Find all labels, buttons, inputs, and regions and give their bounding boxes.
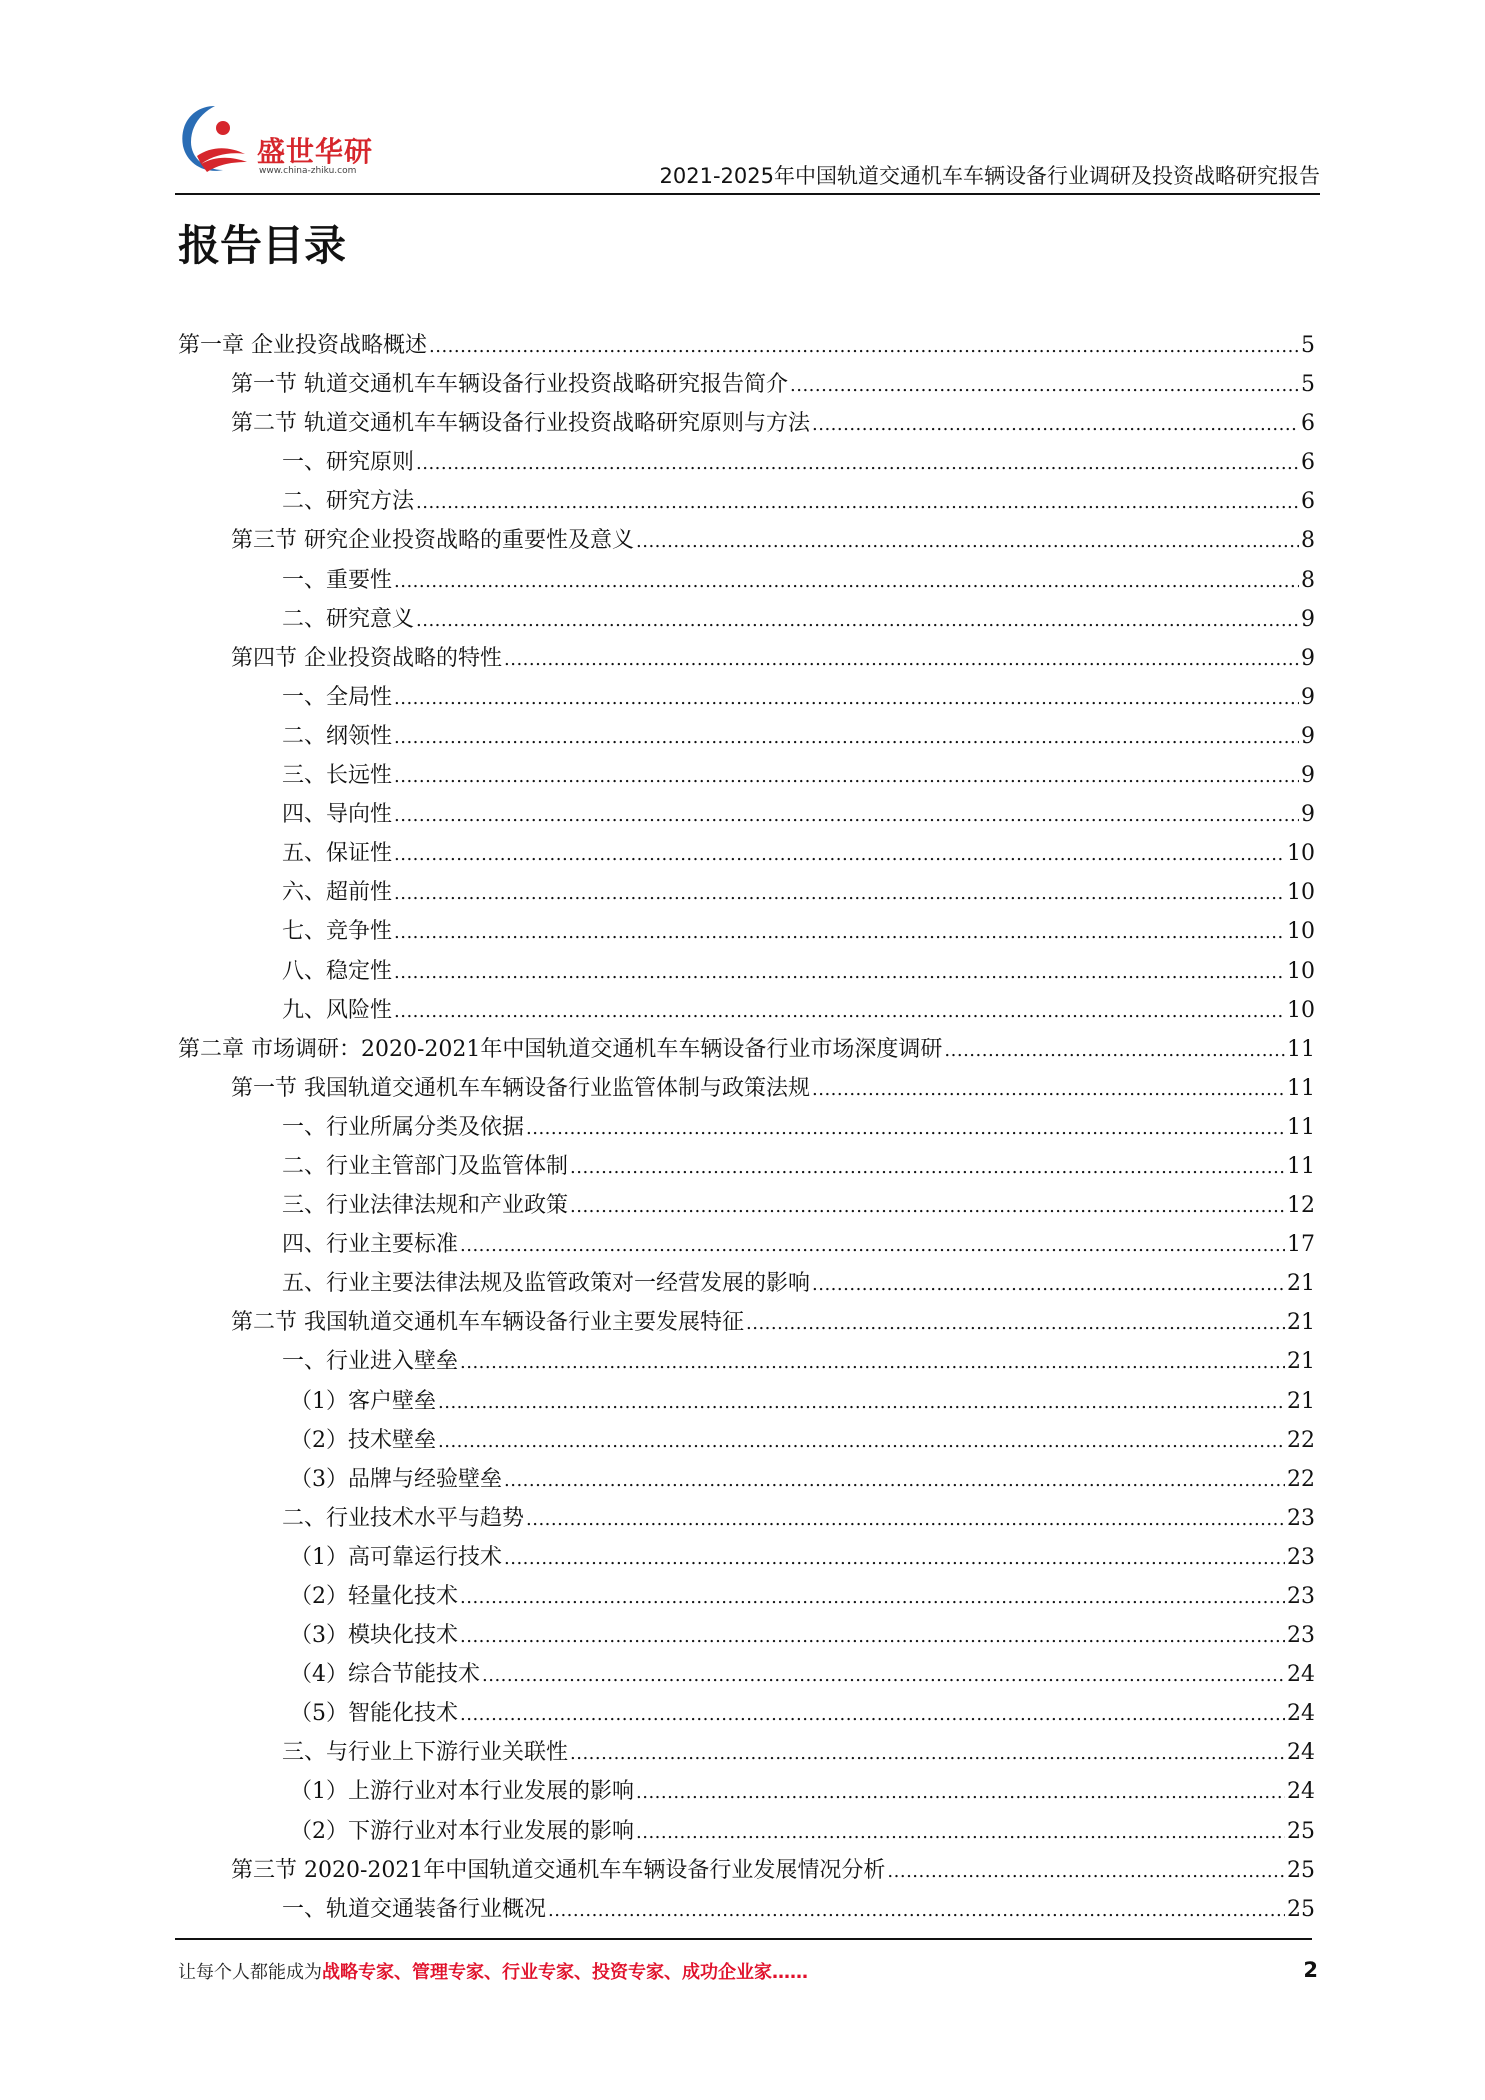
footer-divider xyxy=(175,1938,1312,1940)
header-divider xyxy=(175,193,1320,195)
toc-entry[interactable] xyxy=(178,1851,1315,1890)
toc-entry-title: 一、全局性 xyxy=(282,684,393,710)
toc-leader-dots xyxy=(790,365,1299,404)
toc-entry-title: （2）轻量化技术 xyxy=(290,1584,458,1609)
toc-entry-page: 24 xyxy=(1287,1779,1315,1805)
toc-entry[interactable] xyxy=(178,912,1315,951)
toc-entry-title: 第三节 研究企业投资战略的重要性及意义 xyxy=(231,528,634,554)
toc-entry[interactable] xyxy=(178,678,1315,717)
toc-entry-page: 8 xyxy=(1301,567,1315,593)
toc-leader-dots xyxy=(438,1421,1285,1460)
toc-entry[interactable] xyxy=(178,1030,1315,1069)
toc-entry-page: 11 xyxy=(1287,1036,1315,1062)
toc-leader-dots xyxy=(526,1108,1285,1147)
toc-entry-title: 第一节 我国轨道交通机车车辆设备行业监管体制与政策法规 xyxy=(231,1075,810,1101)
toc-entry[interactable] xyxy=(178,639,1315,678)
toc-entry[interactable] xyxy=(178,1655,1315,1694)
toc-entry[interactable] xyxy=(178,1303,1315,1342)
toc-entry[interactable] xyxy=(178,521,1315,560)
toc-entry-title: 三、长远性 xyxy=(282,763,393,789)
toc-entry[interactable] xyxy=(178,1342,1315,1381)
toc-entry-page: 22 xyxy=(1287,1466,1315,1492)
toc-entry-page: 23 xyxy=(1287,1505,1315,1531)
footer-slogan-lead: 让每个人都能成为 xyxy=(178,1962,322,1983)
toc-entry[interactable] xyxy=(178,795,1315,834)
toc-entry[interactable] xyxy=(178,1616,1315,1655)
toc-entry[interactable] xyxy=(178,600,1315,639)
report-title: 2021-2025年中国轨道交通机车车辆设备行业调研及投资战略研究报告 xyxy=(659,164,1320,188)
page-number: 2 xyxy=(1303,1958,1318,1982)
toc-entry[interactable] xyxy=(178,991,1315,1030)
toc-entry[interactable] xyxy=(178,1147,1315,1186)
toc-leader-dots xyxy=(526,1499,1285,1538)
toc-leader-dots xyxy=(548,1890,1285,1929)
toc-leader-dots xyxy=(636,521,1299,560)
toc-entry[interactable] xyxy=(178,482,1315,521)
toc-entry[interactable] xyxy=(178,561,1315,600)
toc-leader-dots xyxy=(570,1147,1285,1186)
toc-entry-title: （3）模块化技术 xyxy=(290,1623,458,1649)
toc-entry[interactable] xyxy=(178,1460,1315,1499)
toc-entry-title: 二、研究意义 xyxy=(282,606,415,632)
toc-entry[interactable] xyxy=(178,404,1315,443)
toc-entry[interactable] xyxy=(178,326,1315,365)
toc-entry-title: 四、导向性 xyxy=(282,802,393,828)
toc-entry-page: 10 xyxy=(1287,919,1315,945)
toc-entry-page: 25 xyxy=(1287,1857,1315,1883)
logo-name: 盛世华研 xyxy=(257,135,374,168)
toc-entry-title: 二、研究方法 xyxy=(282,489,415,515)
page-title: 报告目录 xyxy=(178,221,347,270)
toc-entry[interactable] xyxy=(178,717,1315,756)
toc-entry-page: 9 xyxy=(1301,684,1315,710)
footer-slogan-emphasis: 战略专家、管理专家、行业专家、投资专家、成功企业家…… xyxy=(322,1962,808,1983)
toc-entry[interactable] xyxy=(178,1890,1315,1929)
toc-entry[interactable] xyxy=(178,1577,1315,1616)
toc-entry-title: 一、研究原则 xyxy=(282,450,415,476)
toc-entry-page: 9 xyxy=(1301,606,1315,632)
toc-entry-page: 21 xyxy=(1287,1388,1315,1414)
toc-entry-page: 8 xyxy=(1301,528,1315,554)
toc-leader-dots xyxy=(429,326,1299,365)
toc-entry-page: 9 xyxy=(1301,802,1315,828)
toc-entry-page: 6 xyxy=(1301,489,1315,515)
toc-leader-dots xyxy=(394,912,1285,951)
toc-entry[interactable] xyxy=(178,1264,1315,1303)
toc-entry-page: 6 xyxy=(1301,450,1315,476)
toc-leader-dots xyxy=(416,600,1299,639)
toc-entry[interactable] xyxy=(178,1069,1315,1108)
toc-entry-title: 九、风险性 xyxy=(282,997,393,1023)
toc-entry[interactable] xyxy=(178,1499,1315,1538)
toc-entry-page: 10 xyxy=(1287,880,1315,906)
toc-entry[interactable] xyxy=(178,834,1315,873)
toc-leader-dots xyxy=(812,404,1299,443)
toc-leader-dots xyxy=(482,1655,1285,1694)
toc-entry-title: 五、保证性 xyxy=(282,841,393,867)
toc-entry-page: 10 xyxy=(1287,841,1315,867)
toc-entry[interactable] xyxy=(178,1225,1315,1264)
toc-entry-title: 八、稳定性 xyxy=(282,958,393,984)
toc-entry-page: 21 xyxy=(1287,1349,1315,1375)
toc-leader-dots xyxy=(944,1030,1285,1069)
toc-leader-dots xyxy=(394,756,1299,795)
toc-leader-dots xyxy=(394,795,1299,834)
toc-entry-title: （5）智能化技术 xyxy=(290,1701,458,1727)
toc-entry-page: 10 xyxy=(1287,997,1315,1023)
toc-entry-page: 21 xyxy=(1287,1310,1315,1336)
toc-entry-page: 11 xyxy=(1287,1075,1315,1101)
toc-leader-dots xyxy=(438,1382,1285,1421)
page-footer xyxy=(178,1958,1318,1988)
logo-emblem-icon xyxy=(175,100,255,180)
toc-entry-title: 第二节 我国轨道交通机车车辆设备行业主要发展特征 xyxy=(231,1310,744,1336)
toc-entry-title: 三、行业法律法规和产业政策 xyxy=(282,1193,569,1219)
toc-entry-title: 一、行业进入壁垒 xyxy=(282,1349,459,1375)
toc-entry-title: 一、轨道交通装备行业概况 xyxy=(282,1896,547,1922)
toc-entry[interactable] xyxy=(178,1108,1315,1147)
table-of-contents xyxy=(178,326,1315,1929)
toc-leader-dots xyxy=(394,561,1299,600)
toc-entry[interactable] xyxy=(178,1382,1315,1421)
toc-entry-title: 七、竞争性 xyxy=(282,919,393,945)
toc-entry-title: （4）综合节能技术 xyxy=(290,1662,480,1688)
toc-leader-dots xyxy=(460,1577,1285,1616)
toc-entry[interactable] xyxy=(178,443,1315,482)
toc-entry-title: 第四节 企业投资战略的特性 xyxy=(231,645,502,671)
toc-leader-dots xyxy=(394,991,1285,1030)
toc-entry-title: （1）上游行业对本行业发展的影响 xyxy=(290,1779,634,1805)
toc-entry-page: 23 xyxy=(1287,1584,1315,1609)
toc-entry-page: 12 xyxy=(1287,1193,1315,1219)
toc-leader-dots xyxy=(887,1851,1285,1890)
toc-entry-title: 一、行业所属分类及依据 xyxy=(282,1114,525,1140)
toc-entry-page: 10 xyxy=(1287,958,1315,984)
toc-entry[interactable] xyxy=(178,1186,1315,1225)
toc-leader-dots xyxy=(636,1772,1285,1811)
toc-entry-title: 四、行业主要标准 xyxy=(282,1232,459,1258)
toc-leader-dots xyxy=(416,482,1299,521)
toc-entry[interactable] xyxy=(178,365,1315,404)
toc-entry-page: 9 xyxy=(1301,645,1315,671)
toc-entry-title: （1）高可靠运行技术 xyxy=(290,1544,502,1570)
toc-entry-page: 9 xyxy=(1301,763,1315,789)
toc-entry-page: 5 xyxy=(1301,372,1315,398)
toc-entry-title: 二、行业技术水平与趋势 xyxy=(282,1505,525,1531)
toc-entry[interactable] xyxy=(178,1812,1315,1851)
toc-leader-dots xyxy=(504,1460,1285,1499)
toc-entry-page: 24 xyxy=(1287,1701,1315,1727)
toc-leader-dots xyxy=(394,952,1285,991)
toc-entry-title: 二、纲领性 xyxy=(282,723,393,749)
toc-leader-dots xyxy=(636,1812,1285,1851)
toc-entry-title: 一、重要性 xyxy=(282,567,393,593)
toc-entry-page: 17 xyxy=(1287,1232,1315,1258)
page-header xyxy=(175,100,1320,195)
toc-entry-title: 第三节 2020-2021年中国轨道交通机车车辆设备行业发展情况分析 xyxy=(231,1857,886,1883)
toc-entry-page: 22 xyxy=(1287,1427,1315,1453)
toc-entry-page: 25 xyxy=(1287,1818,1315,1844)
toc-leader-dots xyxy=(504,639,1299,678)
toc-entry-title: （2）下游行业对本行业发展的影响 xyxy=(290,1818,634,1844)
toc-entry[interactable] xyxy=(178,1421,1315,1460)
toc-leader-dots xyxy=(460,1616,1285,1655)
logo-url: www.china-zhiku.com xyxy=(259,166,357,176)
toc-leader-dots xyxy=(570,1733,1285,1772)
toc-entry-page: 11 xyxy=(1287,1114,1315,1140)
toc-leader-dots xyxy=(460,1694,1285,1733)
toc-entry-page: 11 xyxy=(1287,1153,1315,1179)
toc-leader-dots xyxy=(460,1225,1285,1264)
toc-leader-dots xyxy=(394,834,1285,873)
toc-leader-dots xyxy=(394,717,1299,756)
toc-entry-title: 第二章 市场调研：2020-2021年中国轨道交通机车车辆设备行业市场深度调研 xyxy=(178,1036,943,1062)
toc-entry-page: 9 xyxy=(1301,723,1315,749)
company-logo xyxy=(175,100,435,190)
toc-entry-title: 二、行业主管部门及监管体制 xyxy=(282,1153,569,1179)
toc-entry-page: 24 xyxy=(1287,1662,1315,1688)
toc-entry-page: 24 xyxy=(1287,1740,1315,1766)
toc-entry-page: 23 xyxy=(1287,1544,1315,1570)
toc-entry-page: 5 xyxy=(1301,333,1315,358)
toc-leader-dots xyxy=(812,1264,1285,1303)
toc-leader-dots xyxy=(460,1342,1285,1381)
toc-entry-title: 五、行业主要法律法规及监管政策对一经营发展的影响 xyxy=(282,1271,811,1297)
toc-entry[interactable] xyxy=(178,1538,1315,1577)
toc-entry-title: 第一章 企业投资战略概述 xyxy=(178,333,427,358)
toc-entry-page: 6 xyxy=(1301,411,1315,437)
toc-entry[interactable] xyxy=(178,873,1315,912)
toc-entry-title: 三、与行业上下游行业关联性 xyxy=(282,1740,569,1766)
toc-entry-title: 第二节 轨道交通机车车辆设备行业投资战略研究原则与方法 xyxy=(231,411,810,437)
toc-entry[interactable] xyxy=(178,1733,1315,1772)
toc-entry-page: 25 xyxy=(1287,1896,1315,1922)
toc-entry-title: （2）技术壁垒 xyxy=(290,1427,436,1453)
toc-entry-page: 23 xyxy=(1287,1623,1315,1649)
toc-leader-dots xyxy=(570,1186,1285,1225)
toc-leader-dots xyxy=(394,678,1299,717)
toc-entry[interactable] xyxy=(178,1694,1315,1733)
toc-leader-dots xyxy=(746,1303,1285,1342)
toc-entry-title: 六、超前性 xyxy=(282,880,393,906)
toc-entry-title: 第一节 轨道交通机车车辆设备行业投资战略研究报告简介 xyxy=(231,372,788,398)
toc-leader-dots xyxy=(416,443,1299,482)
toc-entry-title: （3）品牌与经验壁垒 xyxy=(290,1466,502,1492)
toc-entry-page: 21 xyxy=(1287,1271,1315,1297)
toc-entry[interactable] xyxy=(178,952,1315,991)
toc-entry[interactable] xyxy=(178,1772,1315,1811)
toc-leader-dots xyxy=(812,1069,1285,1108)
toc-leader-dots xyxy=(394,873,1285,912)
toc-entry[interactable] xyxy=(178,756,1315,795)
toc-entry-title: （1）客户壁垒 xyxy=(290,1388,436,1414)
toc-leader-dots xyxy=(504,1538,1285,1577)
